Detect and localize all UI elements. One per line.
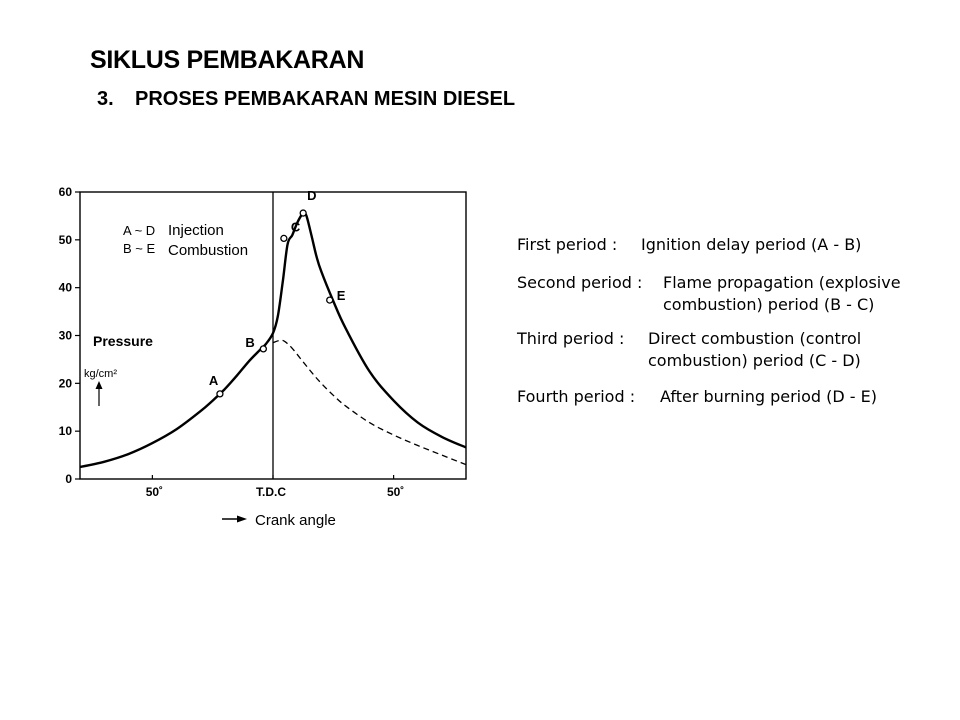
annotation-key-injection: A ~ D	[123, 223, 156, 238]
period-label: First period :	[517, 235, 618, 254]
marked-points	[209, 188, 346, 397]
pressure-crank-angle-chart	[0, 180, 500, 540]
point-label: C	[290, 219, 301, 235]
y-axis-label: Pressure	[93, 333, 153, 349]
period-label: Second period :	[517, 273, 643, 292]
x-axis-label: Crank angle	[255, 512, 336, 529]
slide-subtitle	[97, 88, 515, 111]
period-text: Ignition delay period (A - B)	[641, 235, 862, 254]
y-tick-label: 0	[65, 472, 72, 486]
period-text-continued: combustion) period (C - D)	[648, 351, 861, 370]
y-tick-label: 50	[58, 232, 72, 247]
period-item	[517, 272, 901, 316]
period-label: Third period :	[517, 329, 625, 348]
x-tick-label: T.D.C	[256, 485, 286, 499]
point-label: E	[336, 288, 346, 304]
point-d	[300, 210, 306, 216]
y-tick-label: 60	[58, 185, 72, 199]
y-axis	[59, 185, 80, 486]
period-item	[517, 328, 861, 372]
y-tick-label: 20	[58, 376, 72, 391]
x-label-arrowhead	[237, 516, 247, 523]
period-text: Flame propagation (explosive	[663, 273, 901, 292]
point-label: B	[245, 334, 255, 350]
subtitle-number: 3.	[97, 88, 114, 110]
point-b	[260, 346, 266, 352]
y-unit-arrowhead	[96, 381, 103, 389]
y-tick-label: 10	[58, 424, 72, 439]
period-text: Direct combustion (control	[648, 329, 862, 348]
x-tick-label: 50˚	[145, 485, 164, 499]
period-text: After burning period (D - E)	[660, 387, 877, 406]
slide-title: SIKLUS PEMBAKARAN	[90, 46, 365, 74]
point-label: D	[307, 188, 317, 204]
point-label: A	[208, 372, 219, 388]
annotation-key-combustion: B ~ E	[123, 241, 156, 256]
period-item	[517, 234, 861, 256]
period-label: Fourth period :	[517, 387, 636, 406]
x-tick-label: 50˚	[386, 485, 405, 499]
point-e	[327, 297, 333, 303]
point-a	[217, 391, 223, 397]
y-tick-label: 30	[58, 328, 72, 343]
annotation-text-combustion: Combustion	[168, 242, 249, 259]
annotation-text-injection: Injection	[168, 222, 224, 239]
y-axis-unit: kg/cm²	[84, 368, 117, 380]
y-tick-label: 40	[58, 280, 72, 295]
point-c	[281, 235, 287, 241]
period-text-continued: combustion) period (B - C)	[663, 295, 875, 314]
period-item	[517, 386, 877, 408]
subtitle-text: PROSES PEMBAKARAN MESIN DIESEL	[135, 88, 516, 110]
series-line-dashed	[273, 340, 466, 464]
